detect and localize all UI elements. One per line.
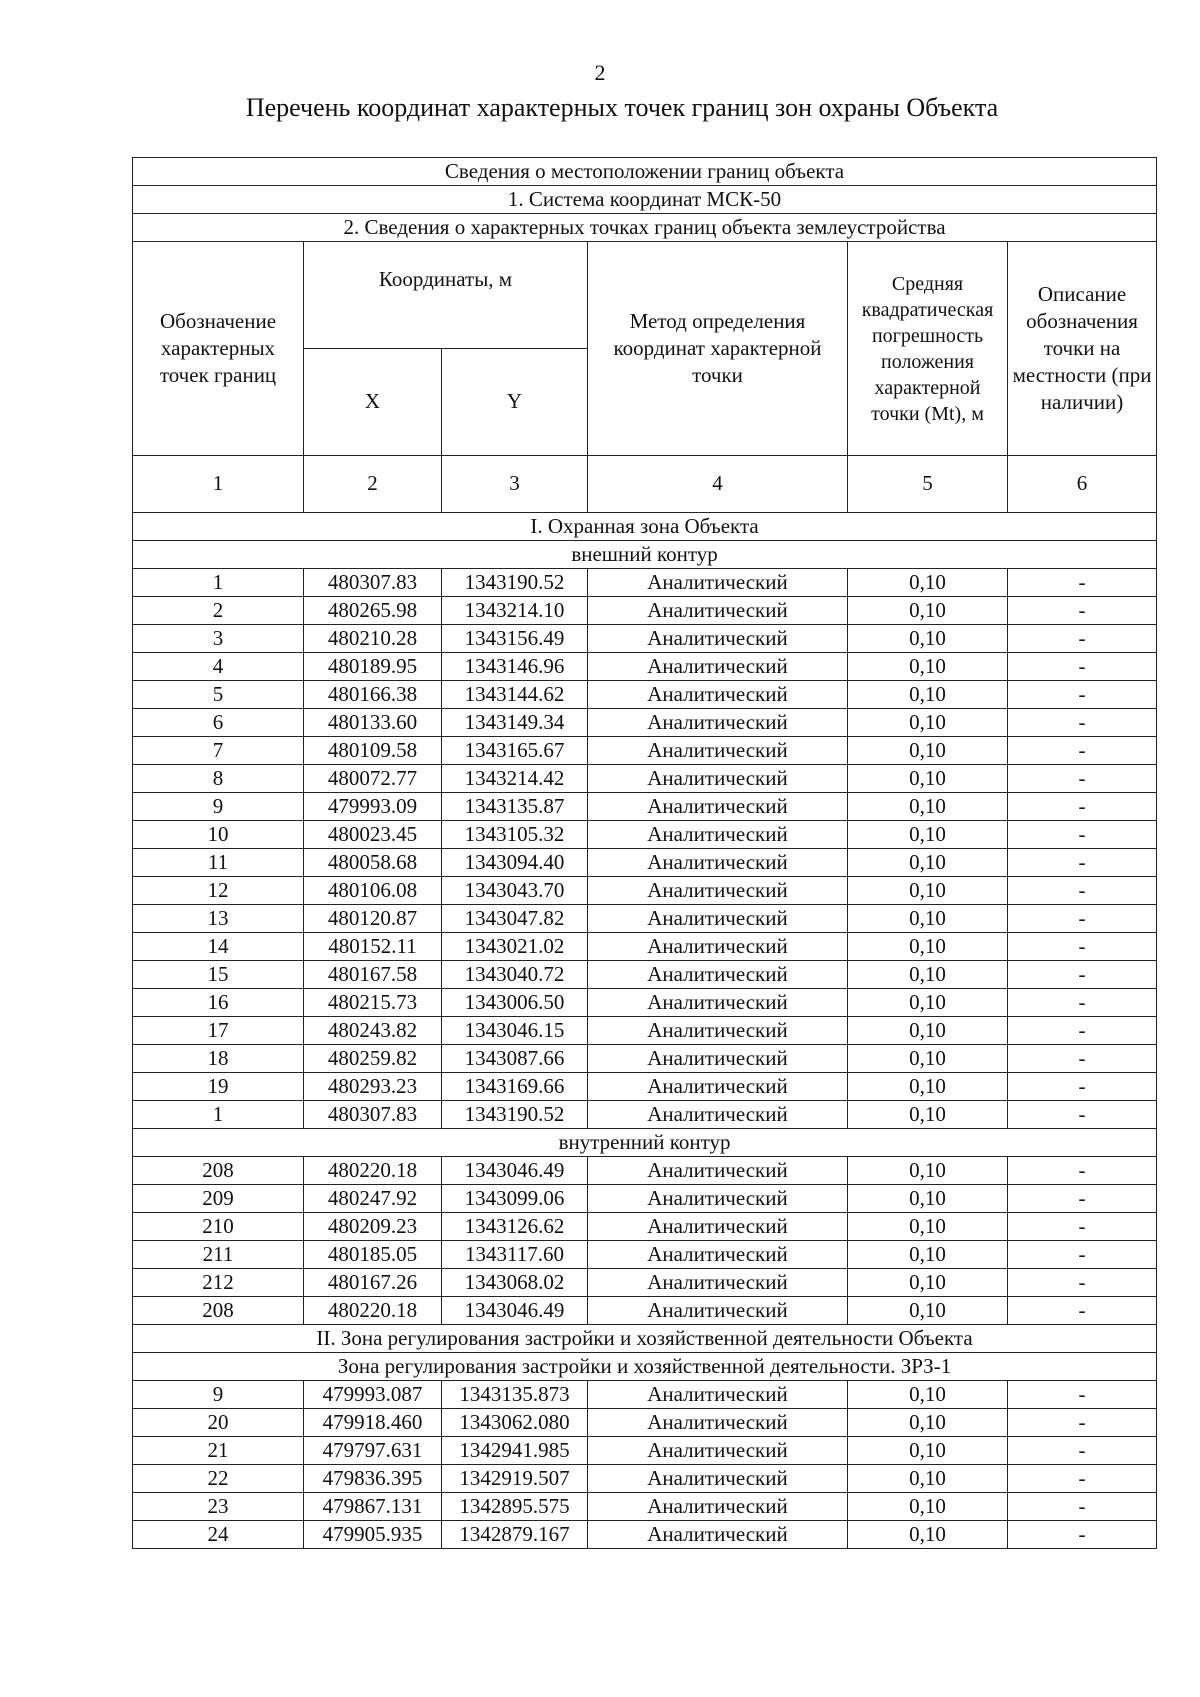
coord-y-cell: 1343046.49 xyxy=(442,1297,588,1325)
mean-error-cell: 0,10 xyxy=(848,1437,1008,1465)
table-row xyxy=(133,1521,1157,1549)
coord-x-cell: 480247.92 xyxy=(304,1185,442,1213)
mean-error-cell: 0,10 xyxy=(848,681,1008,709)
coord-x-cell: 479797.631 xyxy=(304,1437,442,1465)
method-cell: Аналитический xyxy=(588,1213,848,1241)
method-cell: Аналитический xyxy=(588,821,848,849)
method-cell: Аналитический xyxy=(588,653,848,681)
coordinates-table xyxy=(132,157,1157,1549)
point-id-cell: 23 xyxy=(133,1493,304,1521)
coord-y-cell: 1342941.985 xyxy=(442,1437,588,1465)
coord-x-cell: 479993.087 xyxy=(304,1381,442,1409)
table-row xyxy=(133,933,1157,961)
method-cell: Аналитический xyxy=(588,1521,848,1549)
coord-y-cell: 1343046.15 xyxy=(442,1017,588,1045)
method-cell: Аналитический xyxy=(588,765,848,793)
method-cell: Аналитический xyxy=(588,905,848,933)
table-row xyxy=(133,1101,1157,1129)
coord-x-cell: 480220.18 xyxy=(304,1157,442,1185)
mean-error-cell: 0,10 xyxy=(848,1521,1008,1549)
point-description-cell: - xyxy=(1008,1269,1157,1297)
table-row xyxy=(133,1185,1157,1213)
coord-y-cell: 1343043.70 xyxy=(442,877,588,905)
point-description-cell: - xyxy=(1008,653,1157,681)
coord-y-cell: 1343021.02 xyxy=(442,933,588,961)
point-id-cell: 11 xyxy=(133,849,304,877)
column-number: 2 xyxy=(304,456,442,513)
table-row xyxy=(133,709,1157,737)
point-description-cell: - xyxy=(1008,1437,1157,1465)
table-row xyxy=(133,961,1157,989)
page-title: Перечень координат характерных точек границ зон охраны Объекта xyxy=(245,93,999,122)
point-id-cell: 208 xyxy=(133,1297,304,1325)
table-row xyxy=(133,905,1157,933)
mean-error-cell: 0,10 xyxy=(848,849,1008,877)
method-cell: Аналитический xyxy=(588,1157,848,1185)
point-id-cell: 212 xyxy=(133,1269,304,1297)
subsection-title-row-cell: Зона регулирования застройки и хозяйственной деятельности. ЗРЗ-1 xyxy=(133,1353,1157,1381)
point-id-cell: 15 xyxy=(133,961,304,989)
method-cell: Аналитический xyxy=(588,1493,848,1521)
header-x: X xyxy=(304,349,442,456)
mean-error-cell: 0,10 xyxy=(848,1017,1008,1045)
point-id-cell: 17 xyxy=(133,1017,304,1045)
point-description-cell: - xyxy=(1008,1409,1157,1437)
header-method: Метод определения координат характерной точки xyxy=(588,242,848,456)
table-row xyxy=(133,877,1157,905)
method-cell: Аналитический xyxy=(588,737,848,765)
coord-y-cell: 1343149.34 xyxy=(442,709,588,737)
point-id-cell: 208 xyxy=(133,1157,304,1185)
point-description-cell: - xyxy=(1008,597,1157,625)
mean-error-cell: 0,10 xyxy=(848,1297,1008,1325)
point-id-cell: 210 xyxy=(133,1213,304,1241)
coord-x-cell: 480209.23 xyxy=(304,1213,442,1241)
point-description-cell: - xyxy=(1008,1157,1157,1185)
coord-x-cell: 480215.73 xyxy=(304,989,442,1017)
table-row xyxy=(133,1269,1157,1297)
table-row xyxy=(133,1381,1157,1409)
method-cell: Аналитический xyxy=(588,1017,848,1045)
point-description-cell: - xyxy=(1008,569,1157,597)
table-row xyxy=(133,1437,1157,1465)
method-cell: Аналитический xyxy=(588,1465,848,1493)
point-description-cell: - xyxy=(1008,905,1157,933)
point-description-cell: - xyxy=(1008,961,1157,989)
point-id-cell: 9 xyxy=(133,793,304,821)
coord-x-cell: 479993.09 xyxy=(304,793,442,821)
section-title-row xyxy=(133,1325,1157,1353)
point-id-cell: 18 xyxy=(133,1045,304,1073)
table-row xyxy=(133,765,1157,793)
coord-x-cell: 480265.98 xyxy=(304,597,442,625)
table-row xyxy=(133,1017,1157,1045)
coord-y-cell: 1343105.32 xyxy=(442,821,588,849)
method-cell: Аналитический xyxy=(588,933,848,961)
point-description-cell: - xyxy=(1008,1101,1157,1129)
point-id-cell: 22 xyxy=(133,1465,304,1493)
point-description-cell: - xyxy=(1008,1213,1157,1241)
point-description-cell: - xyxy=(1008,625,1157,653)
table-row xyxy=(133,1213,1157,1241)
column-number: 6 xyxy=(1008,456,1157,513)
point-id-cell: 12 xyxy=(133,877,304,905)
table-row xyxy=(133,989,1157,1017)
table-row xyxy=(133,1241,1157,1269)
coord-x-cell: 480293.23 xyxy=(304,1073,442,1101)
point-description-cell: - xyxy=(1008,1381,1157,1409)
coord-x-cell: 479836.395 xyxy=(304,1465,442,1493)
method-cell: Аналитический xyxy=(588,681,848,709)
point-description-cell: - xyxy=(1008,1073,1157,1101)
meta-cell: 1. Система координат МСК-50 xyxy=(133,186,1157,214)
coord-y-cell: 1343068.02 xyxy=(442,1269,588,1297)
table-row xyxy=(133,821,1157,849)
method-cell: Аналитический xyxy=(588,1381,848,1409)
coord-x-cell: 480307.83 xyxy=(304,1101,442,1129)
coord-x-cell: 480058.68 xyxy=(304,849,442,877)
mean-error-cell: 0,10 xyxy=(848,765,1008,793)
coord-y-cell: 1343214.42 xyxy=(442,765,588,793)
point-id-cell: 5 xyxy=(133,681,304,709)
coord-y-cell: 1343144.62 xyxy=(442,681,588,709)
point-id-cell: 1 xyxy=(133,1101,304,1129)
coord-x-cell: 480120.87 xyxy=(304,905,442,933)
table-row xyxy=(133,681,1157,709)
coord-y-cell: 1343190.52 xyxy=(442,569,588,597)
coord-y-cell: 1343046.49 xyxy=(442,1157,588,1185)
point-id-cell: 19 xyxy=(133,1073,304,1101)
header-error: Средняя квадратическая погрешность положения характерной точки (Mt), м xyxy=(848,242,1008,456)
coord-x-cell: 480072.77 xyxy=(304,765,442,793)
coord-y-cell: 1343006.50 xyxy=(442,989,588,1017)
page-number: 2 xyxy=(594,60,606,85)
point-id-cell: 13 xyxy=(133,905,304,933)
coord-y-cell: 1343094.40 xyxy=(442,849,588,877)
method-cell: Аналитический xyxy=(588,1269,848,1297)
point-description-cell: - xyxy=(1008,737,1157,765)
point-id-cell: 8 xyxy=(133,765,304,793)
point-description-cell: - xyxy=(1008,709,1157,737)
table-row xyxy=(133,1157,1157,1185)
point-description-cell: - xyxy=(1008,877,1157,905)
coord-x-cell: 480023.45 xyxy=(304,821,442,849)
point-id-cell: 10 xyxy=(133,821,304,849)
point-description-cell: - xyxy=(1008,1521,1157,1549)
point-description-cell: - xyxy=(1008,1493,1157,1521)
point-id-cell: 2 xyxy=(133,597,304,625)
coord-y-cell: 1343099.06 xyxy=(442,1185,588,1213)
point-id-cell: 209 xyxy=(133,1185,304,1213)
coord-y-cell: 1343040.72 xyxy=(442,961,588,989)
point-description-cell: - xyxy=(1008,793,1157,821)
point-id-cell: 14 xyxy=(133,933,304,961)
mean-error-cell: 0,10 xyxy=(848,1409,1008,1437)
point-id-cell: 16 xyxy=(133,989,304,1017)
method-cell: Аналитический xyxy=(588,1101,848,1129)
coord-y-cell: 1343190.52 xyxy=(442,1101,588,1129)
point-description-cell: - xyxy=(1008,681,1157,709)
coord-y-cell: 1343135.873 xyxy=(442,1381,588,1409)
table-row xyxy=(133,1409,1157,1437)
method-cell: Аналитический xyxy=(588,709,848,737)
coord-y-cell: 1343214.10 xyxy=(442,597,588,625)
method-cell: Аналитический xyxy=(588,1437,848,1465)
coord-x-cell: 479905.935 xyxy=(304,1521,442,1549)
method-cell: Аналитический xyxy=(588,1241,848,1269)
coord-x-cell: 480109.58 xyxy=(304,737,442,765)
table-row xyxy=(133,569,1157,597)
point-id-cell: 24 xyxy=(133,1521,304,1549)
mean-error-cell: 0,10 xyxy=(848,961,1008,989)
coord-x-cell: 480106.08 xyxy=(304,877,442,905)
method-cell: Аналитический xyxy=(588,1409,848,1437)
coord-x-cell: 480133.60 xyxy=(304,709,442,737)
point-id-cell: 211 xyxy=(133,1241,304,1269)
method-cell: Аналитический xyxy=(588,989,848,1017)
mean-error-cell: 0,10 xyxy=(848,933,1008,961)
point-description-cell: - xyxy=(1008,1465,1157,1493)
coord-x-cell: 480220.18 xyxy=(304,1297,442,1325)
mean-error-cell: 0,10 xyxy=(848,1157,1008,1185)
point-id-cell: 7 xyxy=(133,737,304,765)
mean-error-cell: 0,10 xyxy=(848,1185,1008,1213)
method-cell: Аналитический xyxy=(588,849,848,877)
column-number: 4 xyxy=(588,456,848,513)
point-description-cell: - xyxy=(1008,1241,1157,1269)
point-description-cell: - xyxy=(1008,1297,1157,1325)
coord-y-cell: 1343135.87 xyxy=(442,793,588,821)
table-row xyxy=(133,1465,1157,1493)
coord-x-cell: 479867.131 xyxy=(304,1493,442,1521)
header-designation: Обозначение характерных точек границ xyxy=(133,242,304,456)
coord-x-cell: 480189.95 xyxy=(304,653,442,681)
mean-error-cell: 0,10 xyxy=(848,905,1008,933)
point-description-cell: - xyxy=(1008,849,1157,877)
section-title-row-cell: II. Зона регулирования застройки и хозяйственной деятельности Объекта xyxy=(133,1325,1157,1353)
point-id-cell: 4 xyxy=(133,653,304,681)
point-id-cell: 1 xyxy=(133,569,304,597)
coordinates-table-container xyxy=(132,157,1156,1549)
subsection-title-row-cell: внешний контур xyxy=(133,541,1157,569)
column-numbers-row xyxy=(133,456,1157,513)
coord-x-cell: 480152.11 xyxy=(304,933,442,961)
method-cell: Аналитический xyxy=(588,569,848,597)
point-id-cell: 6 xyxy=(133,709,304,737)
point-description-cell: - xyxy=(1008,1017,1157,1045)
mean-error-cell: 0,10 xyxy=(848,1101,1008,1129)
header-row xyxy=(133,242,1157,349)
point-description-cell: - xyxy=(1008,1045,1157,1073)
column-number: 5 xyxy=(848,456,1008,513)
table-row xyxy=(133,1297,1157,1325)
method-cell: Аналитический xyxy=(588,625,848,653)
coord-x-cell: 480307.83 xyxy=(304,569,442,597)
point-id-cell: 9 xyxy=(133,1381,304,1409)
method-cell: Аналитический xyxy=(588,1297,848,1325)
coord-y-cell: 1343117.60 xyxy=(442,1241,588,1269)
header-description: Описание обозначения точки на местности (при наличии) xyxy=(1008,242,1157,456)
mean-error-cell: 0,10 xyxy=(848,793,1008,821)
mean-error-cell: 0,10 xyxy=(848,1073,1008,1101)
mean-error-cell: 0,10 xyxy=(848,1269,1008,1297)
mean-error-cell: 0,10 xyxy=(848,569,1008,597)
coord-y-cell: 1343126.62 xyxy=(442,1213,588,1241)
point-description-cell: - xyxy=(1008,765,1157,793)
method-cell: Аналитический xyxy=(588,597,848,625)
coord-x-cell: 479918.460 xyxy=(304,1409,442,1437)
table-row xyxy=(133,597,1157,625)
column-number: 3 xyxy=(442,456,588,513)
mean-error-cell: 0,10 xyxy=(848,709,1008,737)
method-cell: Аналитический xyxy=(588,1073,848,1101)
table-row xyxy=(133,1045,1157,1073)
table-row xyxy=(133,653,1157,681)
mean-error-cell: 0,10 xyxy=(848,597,1008,625)
mean-error-cell: 0,10 xyxy=(848,653,1008,681)
mean-error-cell: 0,10 xyxy=(848,625,1008,653)
subsection-title-row xyxy=(133,1353,1157,1381)
subsection-title-row-cell: внутренний контур xyxy=(133,1129,1157,1157)
point-id-cell: 20 xyxy=(133,1409,304,1437)
subsection-title-row xyxy=(133,541,1157,569)
meta-row xyxy=(133,158,1157,186)
coord-y-cell: 1343169.66 xyxy=(442,1073,588,1101)
coord-x-cell: 480210.28 xyxy=(304,625,442,653)
method-cell: Аналитический xyxy=(588,1185,848,1213)
coord-y-cell: 1343047.82 xyxy=(442,905,588,933)
coord-y-cell: 1343062.080 xyxy=(442,1409,588,1437)
point-description-cell: - xyxy=(1008,1185,1157,1213)
mean-error-cell: 0,10 xyxy=(848,737,1008,765)
coord-y-cell: 1342895.575 xyxy=(442,1493,588,1521)
coord-x-cell: 480167.58 xyxy=(304,961,442,989)
coord-x-cell: 480243.82 xyxy=(304,1017,442,1045)
table-row xyxy=(133,793,1157,821)
coord-y-cell: 1343165.67 xyxy=(442,737,588,765)
method-cell: Аналитический xyxy=(588,877,848,905)
coord-y-cell: 1343087.66 xyxy=(442,1045,588,1073)
subsection-title-row xyxy=(133,1129,1157,1157)
mean-error-cell: 0,10 xyxy=(848,821,1008,849)
method-cell: Аналитический xyxy=(588,1045,848,1073)
meta-cell: 2. Сведения о характерных точках границ объекта землеустройства xyxy=(133,214,1157,242)
method-cell: Аналитический xyxy=(588,793,848,821)
point-id-cell: 21 xyxy=(133,1437,304,1465)
table-row xyxy=(133,1493,1157,1521)
table-row xyxy=(133,737,1157,765)
mean-error-cell: 0,10 xyxy=(848,1465,1008,1493)
header-coordinates: Координаты, м xyxy=(304,242,588,349)
table-row xyxy=(133,1073,1157,1101)
table-row xyxy=(133,625,1157,653)
mean-error-cell: 0,10 xyxy=(848,1241,1008,1269)
meta-row xyxy=(133,186,1157,214)
meta-row xyxy=(133,214,1157,242)
mean-error-cell: 0,10 xyxy=(848,1493,1008,1521)
coord-y-cell: 1343156.49 xyxy=(442,625,588,653)
method-cell: Аналитический xyxy=(588,961,848,989)
section-title-row xyxy=(133,513,1157,541)
coord-y-cell: 1342919.507 xyxy=(442,1465,588,1493)
coord-x-cell: 480166.38 xyxy=(304,681,442,709)
coord-y-cell: 1342879.167 xyxy=(442,1521,588,1549)
point-description-cell: - xyxy=(1008,821,1157,849)
meta-cell: Сведения о местоположении границ объекта xyxy=(133,158,1157,186)
mean-error-cell: 0,10 xyxy=(848,1381,1008,1409)
coord-x-cell: 480185.05 xyxy=(304,1241,442,1269)
mean-error-cell: 0,10 xyxy=(848,1045,1008,1073)
mean-error-cell: 0,10 xyxy=(848,1213,1008,1241)
point-description-cell: - xyxy=(1008,989,1157,1017)
mean-error-cell: 0,10 xyxy=(848,989,1008,1017)
coord-y-cell: 1343146.96 xyxy=(442,653,588,681)
point-id-cell: 3 xyxy=(133,625,304,653)
point-description-cell: - xyxy=(1008,933,1157,961)
column-number: 1 xyxy=(133,456,304,513)
table-row xyxy=(133,849,1157,877)
coord-x-cell: 480167.26 xyxy=(304,1269,442,1297)
section-title-row-cell: I. Охранная зона Объекта xyxy=(133,513,1157,541)
header-y: Y xyxy=(442,349,588,456)
mean-error-cell: 0,10 xyxy=(848,877,1008,905)
coord-x-cell: 480259.82 xyxy=(304,1045,442,1073)
